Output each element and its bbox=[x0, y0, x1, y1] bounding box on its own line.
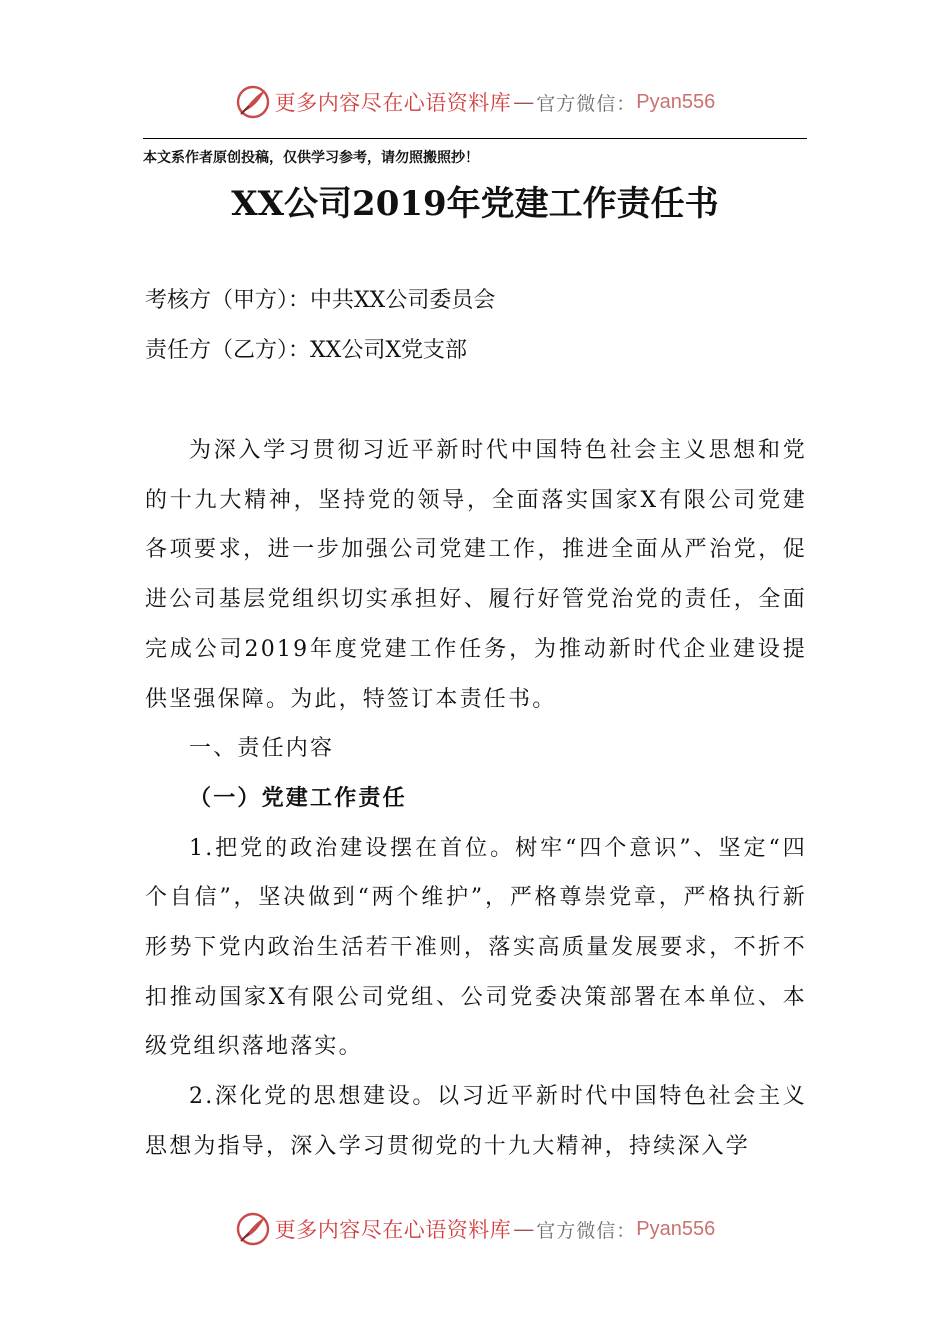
quill-logo-icon bbox=[235, 84, 271, 120]
watermark-wechat-id: Pyan556 bbox=[636, 90, 716, 113]
watermark-main-text: 更多内容尽在心语资料库 bbox=[274, 91, 512, 115]
party-b-line: 责任方（乙方）：XX公司X党支部 bbox=[145, 338, 467, 363]
party-a-line: 考核方（甲方）：中共XX公司委员会 bbox=[145, 288, 496, 313]
intro-paragraph: 为深入学习贯彻习近平新时代中国特色社会主义思想和党的十九大精神，坚持党的领导，全面落实国家X有限公司党建各项要求，进一步加强公司党建工作，推进全面从严治党，促进公司基层党组织切实承担好、履行好管党治党的责任，全面完成公司2019年度党建工作任务，为推动新时代企业建设提供坚强保障。为此，特签订本责任书。 bbox=[145, 438, 807, 712]
header-divider bbox=[143, 138, 807, 139]
document-title: XX公司2019年党建工作责任书 bbox=[231, 184, 719, 224]
item-1-paragraph: 1.把党的政治建设摆在首位。树牢“四个意识”、坚定“四个自信”，坚决做到“两个维护”，严格尊崇党章，严格执行新形势下党内政治生活若干准则，落实高质量发展要求，不折不扣推动国家X有限公司党组、公司党委决策部署在本单位、本级党组织落地落实。 bbox=[145, 835, 807, 1060]
copyright-notice: 本文系作者原创投稿，仅供学习参考，请勿照搬照抄！ bbox=[143, 150, 479, 166]
item-2-paragraph: 2.深化党的思想建设。以习近平新时代中国特色社会主义思想为指导，深入学习贯彻党的十九大精神，持续深入学 bbox=[145, 1084, 807, 1159]
watermark-official-label: 官方微信： bbox=[536, 1219, 637, 1242]
quill-logo-icon bbox=[235, 1211, 271, 1247]
watermark-main-text: 更多内容尽在心语资料库 bbox=[274, 1218, 512, 1242]
watermark-dash: — bbox=[513, 90, 535, 114]
watermark-wechat-id: Pyan556 bbox=[636, 1217, 716, 1240]
section-heading: 一、责任内容 bbox=[189, 736, 335, 762]
document-body bbox=[145, 426, 807, 1172]
watermark-banner-bottom bbox=[0, 1207, 950, 1251]
watermark-official-label: 官方微信： bbox=[536, 92, 637, 115]
watermark-dash: — bbox=[513, 1217, 535, 1241]
subsection-heading: （一）党建工作责任 bbox=[189, 784, 407, 811]
watermark-banner-top bbox=[0, 80, 950, 124]
